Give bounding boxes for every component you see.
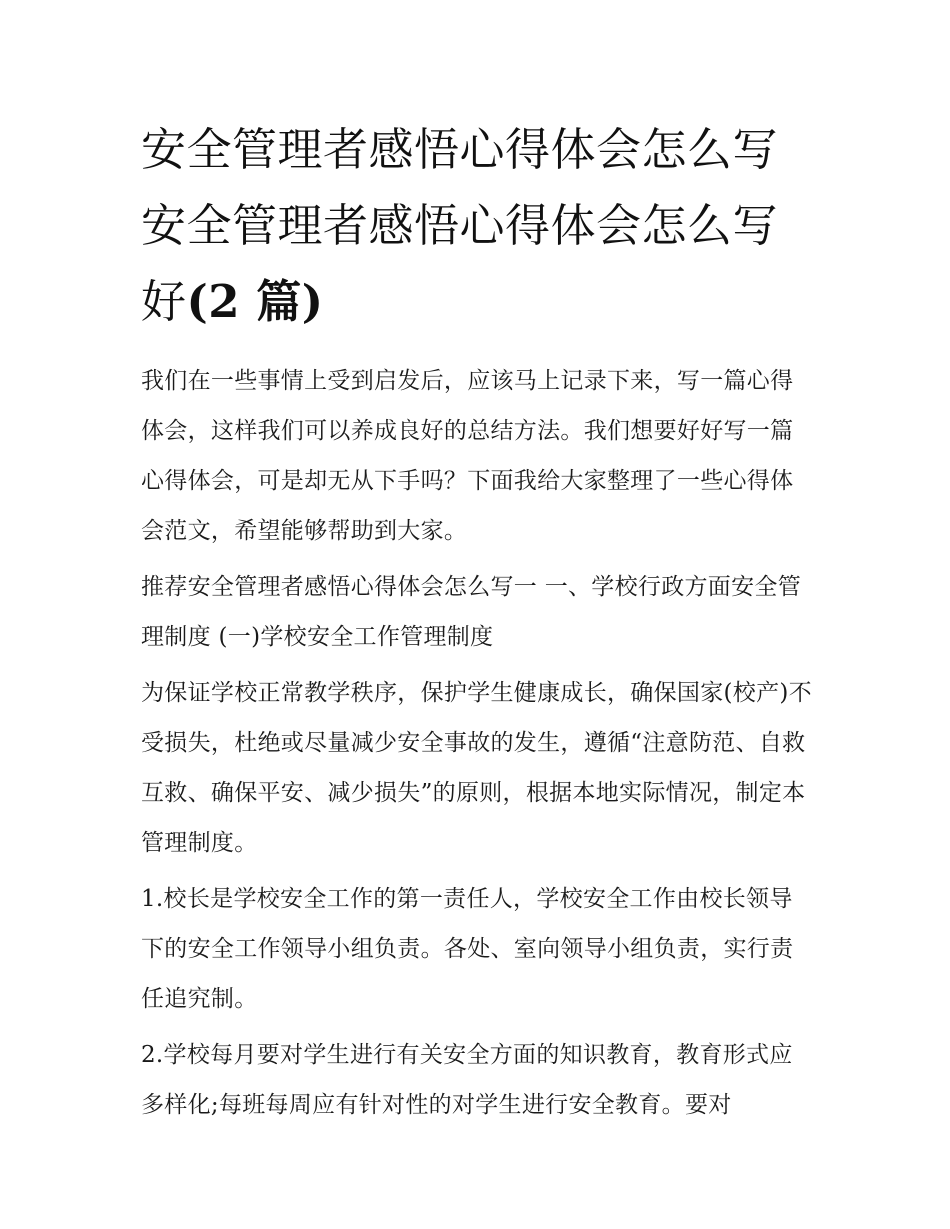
paragraph-section-heading: 推荐安全管理者感悟心得体会怎么写一 一、学校行政方面安全管理制度 (一)学校安全工作管理制度 — [141, 574, 802, 650]
paragraph-purpose: 为保证学校正常教学秩序，保护学生健康成长，确保国家(校产)不受损失，杜绝或尽量减少安全事故的发生，遵循“注意防范、自救互救、确保平安、减少损失”的原则，根据本地实际情况，制定本管理制度。 — [141, 680, 812, 856]
document-body — [141, 112, 813, 1136]
paragraph-item-1: 1.校长是学校安全工作的第一责任人，学校安全工作由校长领导下的安全工作领导小组负责。各处、室向领导小组负责，实行责任追究制。 — [141, 886, 794, 1012]
paragraph-item-2: 2.学校每月要对学生进行有关安全方面的知识教育，教育形式应多样化;每班每周应有针对性的对学生进行安全教育。要对 — [141, 1042, 793, 1118]
document-title-main: 安全管理者感悟心得体会怎么写 安全管理者感悟心得体会怎么写好 — [141, 123, 779, 328]
paragraph-intro: 我们在一些事情上受到启发后，应该马上记录下来，写一篇心得体会，这样我们可以养成良好的总结方法。我们想要好好写一篇心得体会，可是却无从下手吗？下面我给大家整理了一些心得体会范文，希望能够帮助到大家。 — [141, 368, 794, 544]
document-title — [141, 112, 813, 340]
document-title-count: (2 篇) — [186, 275, 324, 328]
